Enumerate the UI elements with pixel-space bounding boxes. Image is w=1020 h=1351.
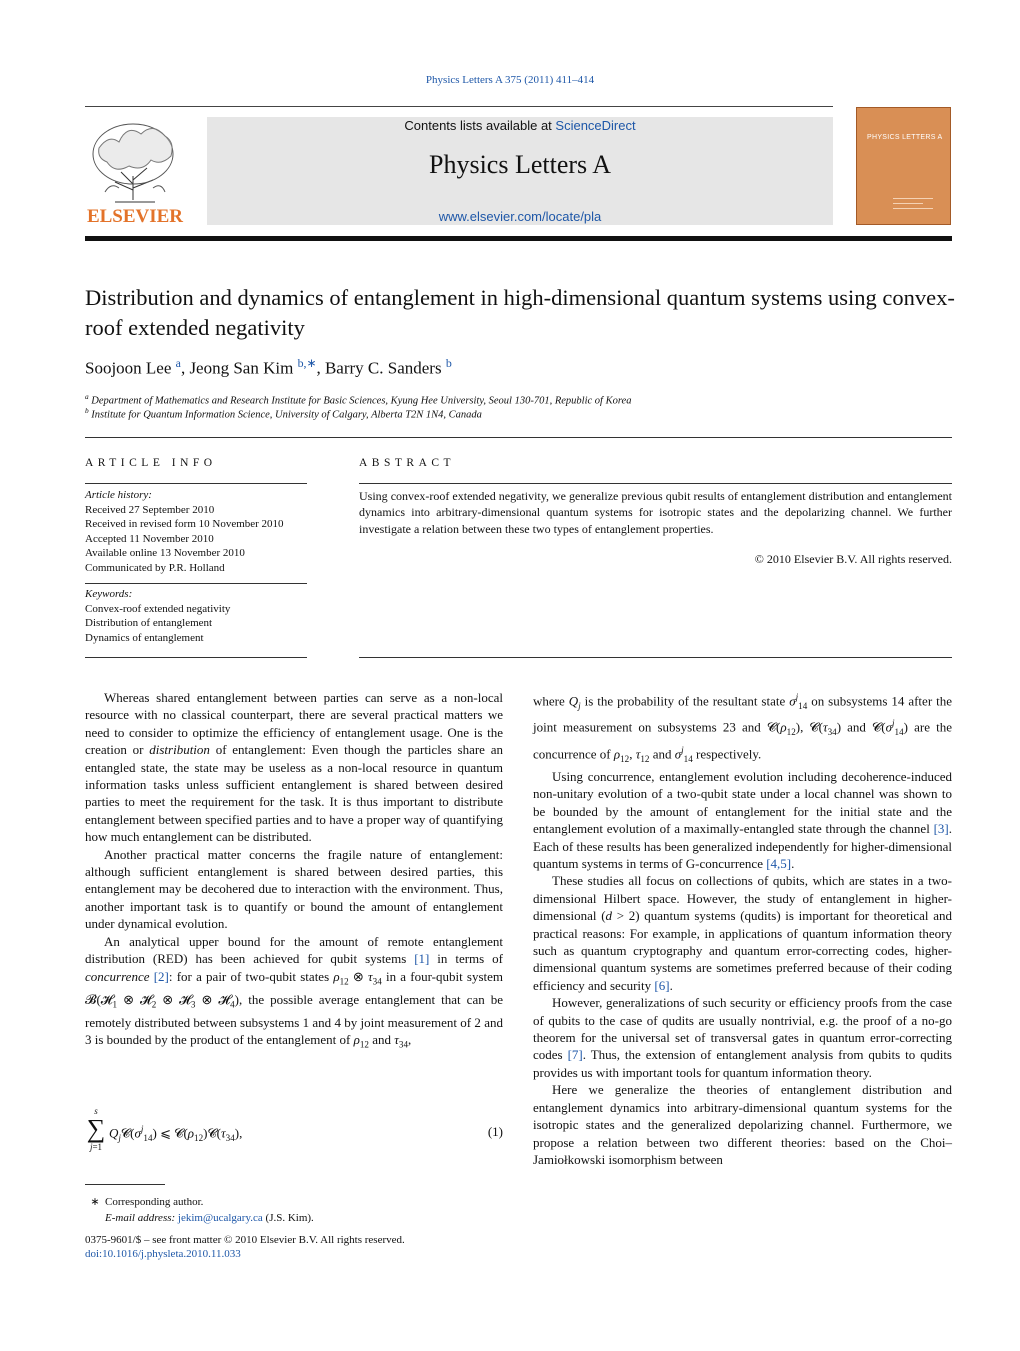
abstract-rule bbox=[359, 657, 952, 658]
footnote-text: Corresponding author. bbox=[105, 1196, 204, 1208]
journal-cover-thumbnail[interactable] bbox=[856, 107, 951, 225]
affiliation bbox=[85, 392, 631, 407]
journal-citation[interactable]: Physics Letters A 375 (2011) 411–414 bbox=[425, 74, 595, 86]
keywords-label: Keywords: bbox=[85, 588, 133, 600]
corresponding-author-note bbox=[85, 1194, 314, 1210]
citation-link[interactable]: [3] bbox=[933, 821, 949, 837]
history-label: Article history: bbox=[85, 489, 152, 501]
abstract-heading: ABSTRACT bbox=[359, 457, 456, 469]
paragraph: Here we generalize the theories of entanglement distribution and entanglement dynamics into arbitrary-dimensional quantum systems for the isotropic states and the generalized depolarizing channel. Furthermore, we propose a relation between two different theories: based on the Choi–Jamiołkowski isomorphism between bbox=[533, 1082, 952, 1167]
abstract-rule bbox=[359, 483, 952, 484]
paragraph: Whereas shared entanglement between parties can serve as a non-local resource with no classical counterpart, there are several practical matters we need to consider to optimize the efficiency of entanglement usage. One is the creation or distribution of entanglement: Even though the particles share an entangled state, the state may be useless as a non-local resource in quantum information tasks unless sufficient entanglement is shared between desired parties to meet the requirement for the task. It is thus important to distribute entanglement between specified parties and to have a proper way of quantifying how much entanglement can be distributed. bbox=[85, 690, 503, 845]
author-affiliation-mark[interactable]: b bbox=[445, 356, 452, 370]
article-title: Distribution and dynamics of entanglement in high-dimensional quantum systems using convex-roof extended negativity bbox=[85, 285, 955, 340]
article-history bbox=[85, 488, 315, 575]
paragraph: These studies all focus on collections of qubits, which are states in a two-dimensional Hilbert space. However, the study of entanglement in higher-dimensional (d > 2) quantum systems (qudits) is important for theoretical and practical reasons: For example, in applications of quantum information theory such as quantum cryptography and quantum error-correcting codes, higher-dimensional quantum systems are sometimes preferred because of their coding efficiency and security [6]. bbox=[533, 873, 952, 993]
elsevier-tree-icon bbox=[85, 118, 185, 226]
email-owner: (J.S. Kim). bbox=[265, 1212, 314, 1224]
elsevier-logo[interactable] bbox=[85, 118, 185, 226]
history-item: Communicated by P.R. Holland bbox=[85, 561, 225, 574]
header-thick-rule bbox=[85, 236, 952, 241]
keyword: Convex-roof extended negativity bbox=[85, 602, 231, 615]
contents-line bbox=[207, 118, 833, 133]
abstract-text: Using convex-roof extended negativity, we generalize previous qubit results of entanglement distribution and entanglement dynamics into arbitrary-dimensional quantum systems for isotropic states and the depolarizing channel. We further investigate a relation between these two types of entanglement properties. bbox=[359, 489, 952, 536]
issn-block bbox=[85, 1233, 405, 1261]
paragraph: Another practical matter concerns the fragile nature of entanglement: although sufficient entanglement is shared between desired parties, this entanglement may be decohered due to interaction with the environment. Thus, another important task is to quantify or bound the amount of entanglement under dynamical evolution. bbox=[85, 846, 503, 932]
cover-title: PHYSICS LETTERS A bbox=[867, 134, 943, 141]
body-column-right bbox=[533, 689, 952, 1168]
issn-line: 0375-9601/$ – see front matter © 2010 Elsevier B.V. All rights reserved. bbox=[85, 1234, 405, 1246]
section-divider bbox=[85, 437, 952, 438]
article-info-heading: ARTICLE INFO bbox=[85, 457, 217, 469]
abstract-copyright: © 2010 Elsevier B.V. All rights reserved. bbox=[754, 552, 952, 566]
article-info-rule bbox=[85, 583, 307, 584]
article-info-rule bbox=[85, 657, 307, 658]
affiliation bbox=[85, 406, 482, 421]
journal-name: Physics Letters A bbox=[429, 150, 611, 179]
journal-homepage-link[interactable]: www.elsevier.com/locate/pla bbox=[438, 209, 602, 224]
contents-prefix: Contents lists available at bbox=[404, 118, 556, 133]
author-name[interactable]: Jeong San Kim bbox=[189, 358, 294, 378]
citation-link[interactable]: [7] bbox=[567, 1047, 583, 1063]
affiliation-key: b bbox=[85, 406, 89, 415]
paragraph: However, generalizations of such security or efficiency proofs from the case of qubits to the case of qudits are usually nontrivial, e.g. the proof of a no-go theorem for the universal set of transversal gates in quantum error-correcting codes [7]. Thus, the extension of entanglement analysis from qubits to qudits provides us with important tools for quantum information theory. bbox=[533, 995, 952, 1080]
equation-body: $Q_j𝓒(\sigma^j_{14})$ ⩽ $𝓒(\rho_{12})𝓒(\tau_{34})$, bbox=[109, 1124, 243, 1143]
citation-link[interactable]: [6] bbox=[654, 977, 670, 993]
keywords bbox=[85, 587, 315, 645]
author-name[interactable]: Soojoon Lee bbox=[85, 358, 172, 378]
footnote-rule bbox=[85, 1184, 165, 1185]
author-affiliation-mark[interactable]: b,∗ bbox=[297, 356, 317, 370]
citation-link[interactable]: [2] bbox=[153, 968, 169, 984]
paragraph: Using concurrence, entanglement evolution including decoherence-induced non-unitary evolution of a two-qubit state under a local channel was shown to be bounded by the amount of entanglement for the initial state and the entanglement evolution of a maximally-entangled state through the channel [3]. Each of these results has been generalized independently for higher-dimensional quantum systems in terms of G-concurrence [4,5]. bbox=[533, 768, 952, 872]
article-info-rule bbox=[85, 483, 307, 484]
paragraph: where $Q_j$ is the probability of the resultant state $\sigma^j_{14}$ on subsystems 14 after the joint measurement on subsystems 23 and $𝓒(\rho_{12})$, $𝓒(\tau_{34})$ and $𝓒(\sigma^j_{14})$ are the concurrence of $\rho_{12}$, $\tau_{12}$ and $\sigma^j_{14}$ respectively. bbox=[533, 692, 952, 764]
history-item: Received 27 September 2010 bbox=[85, 503, 215, 516]
author-name[interactable]: Barry C. Sanders bbox=[324, 358, 442, 378]
footnote bbox=[85, 1194, 314, 1226]
keyword: Dynamics of entanglement bbox=[85, 631, 204, 644]
email-note bbox=[85, 1210, 314, 1226]
equation-number: (1) bbox=[487, 1124, 503, 1139]
keyword: Distribution of entanglement bbox=[85, 617, 213, 629]
email-link[interactable]: jekim@ucalgary.ca bbox=[177, 1212, 263, 1224]
email-label: E-mail address: bbox=[105, 1212, 176, 1224]
history-item: Received in revised form 10 November 2010 bbox=[85, 518, 284, 530]
paragraph: An analytical upper bound for the amount of remote entanglement distribution (RED) has been achieved for qubit systems [1] in terms of concurrence [2]: for a pair of two-qubit states $\rho_{12}$ ⊗ $\tau_{34}$ in a four-qubit system 𝓑(𝓗$_1$ ⊗ 𝓗$_2$ ⊗ 𝓗$_3$ ⊗ 𝓗$_4$), the possible average entanglement that can be remotely distributed between subsystems 1 and 4 by joint measurement of 2 and 3 is bounded by the product of the entanglement of $\rho_{12}$ and $\tau_{34}$, bbox=[85, 933, 504, 1050]
summation-symbol: s ∑ j=1 bbox=[86, 1106, 106, 1152]
body-column-left bbox=[85, 689, 503, 1054]
affiliation-text: Institute for Quantum Information Science, University of Calgary, Alberta T2N 1N4, Canada bbox=[91, 409, 482, 421]
author-affiliation-mark[interactable]: a bbox=[175, 356, 181, 370]
affiliation-text: Department of Mathematics and Research Institute for Basic Sciences, Kyung Hee University, Seoul 130-701, Republic of Korea bbox=[91, 395, 632, 407]
history-item: Accepted 11 November 2010 bbox=[85, 532, 214, 545]
equation-1 bbox=[85, 1106, 503, 1161]
sciencedirect-link[interactable]: ScienceDirect bbox=[555, 118, 636, 133]
svg-text:ELSEVIER: ELSEVIER bbox=[86, 206, 184, 226]
author-list: Soojoon Lee $^a$, Jeong San Kim $^{b,∗}$, Barry C. Sanders $^b$ bbox=[85, 356, 452, 378]
header-rule bbox=[85, 106, 833, 107]
doi-link[interactable]: doi:10.1016/j.physleta.2010.11.033 bbox=[85, 1248, 241, 1260]
footnote-mark: ∗ bbox=[90, 1196, 100, 1208]
citation-link[interactable]: [1] bbox=[414, 951, 430, 967]
citation-link[interactable]: [4,5] bbox=[766, 856, 792, 872]
history-item: Available online 13 November 2010 bbox=[85, 547, 245, 559]
affiliation-key: a bbox=[85, 392, 89, 401]
